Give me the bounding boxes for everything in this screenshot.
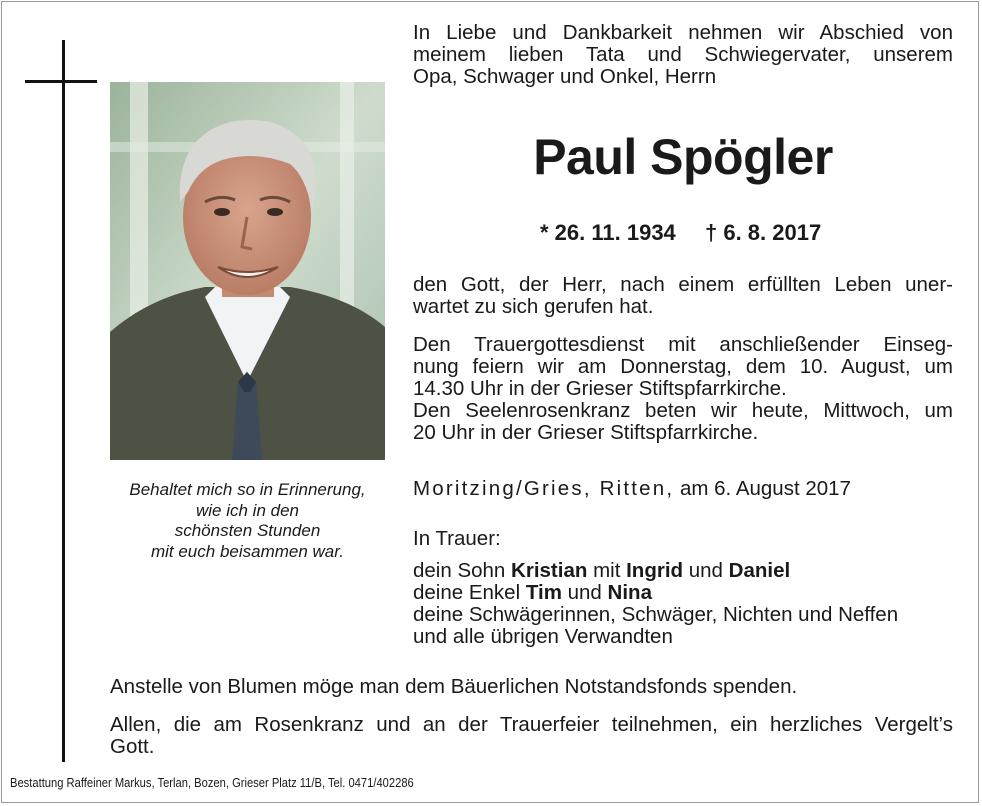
mourner-name: Tim [525, 581, 562, 604]
quote-line: Behaltet mich so in Erinnerung, [129, 480, 366, 499]
birth-date: * 26. 11. 1934 [540, 220, 676, 245]
mourners-heading: In Trauer: [413, 527, 501, 550]
mourner-text: deine Enkel [413, 581, 521, 604]
intro-line: In Liebe und Dankbarkeit nehmen wir Abschied von [413, 21, 953, 44]
funeral-info-paragraph [413, 334, 953, 444]
place-name: Moritzing/Gries, Ritten, [413, 477, 675, 500]
paragraph-line: 14.30 Uhr in der Grieser Stiftspfarrkirche. [413, 377, 787, 400]
mourner-line-son [413, 560, 953, 582]
death-date: † 6. 8. 2017 [705, 220, 822, 245]
mourner-text: und [567, 581, 602, 604]
thanks-text [110, 714, 953, 758]
donation-note: Anstelle von Blumen möge man dem Bäuerlichen Notstandsfonds spenden. [110, 675, 798, 698]
portrait-photo [110, 82, 385, 460]
mourner-line-grandchildren [413, 582, 953, 604]
mourner-name: Nina [607, 581, 652, 604]
intro-text [413, 22, 953, 88]
quote-line: schönsten Stunden [174, 521, 321, 540]
mourner-text: und [688, 559, 723, 582]
portrait-illustration [110, 82, 385, 460]
quote-line: wie ich in den [195, 500, 299, 520]
funeral-home-footer: Bestattung Raffeiner Markus, Terlan, Bozen, Grieser Platz 11/B, Tel. 0471/402286 [10, 775, 414, 790]
deceased-name: Paul Spögler [533, 129, 833, 185]
intro-line: Opa, Schwager und Onkel, Herrn [413, 65, 717, 88]
mourner-name: Ingrid [626, 559, 684, 582]
thanks-line: Gott. [110, 735, 155, 758]
paragraph-line: Den Trauergottesdienst mit anschließender Einseg- [413, 333, 953, 356]
paragraph-line: den Gott, der Herr, nach einem erfüllten Leben uner- [413, 273, 953, 296]
mourner-text: mit [593, 559, 621, 582]
mourner-text: dein Sohn [413, 559, 506, 582]
mourners-list [413, 528, 953, 648]
mourner-line-relatives: deine Schwägerinnen, Schwäger, Nichten und Neffen [413, 603, 899, 626]
quote-line: mit euch beisammen war. [150, 541, 345, 561]
intro-line: meinem lieben Tata und Schwiegervater, unserem [413, 43, 953, 66]
paragraph-line: wartet zu sich gerufen hat. [413, 295, 654, 318]
mourner-name: Kristian [511, 559, 588, 582]
mourner-name: Daniel [728, 559, 791, 582]
paragraph-line: nung feiern wir am Donnerstag, dem 10. August, um [413, 355, 953, 378]
announcement-date: am 6. August 2017 [679, 477, 851, 500]
mourner-line-others: und alle übrigen Verwandten [413, 625, 673, 648]
paragraph-line: Den Seelenrosenkranz beten wir heute, Mittwoch, um [413, 399, 953, 422]
paragraph-line: 20 Uhr in der Grieser Stiftspfarrkirche. [413, 421, 759, 444]
announcement-paragraph [413, 274, 953, 318]
cross-icon-vertical-bar [62, 40, 65, 762]
place-and-date [413, 476, 953, 502]
thanks-line: Allen, die am Rosenkranz und an der Trauerfeier teilnehmen, ein herzliches Vergelt’s [110, 713, 953, 736]
cross-icon-horizontal-bar [25, 80, 97, 83]
memorial-quote [105, 480, 390, 562]
